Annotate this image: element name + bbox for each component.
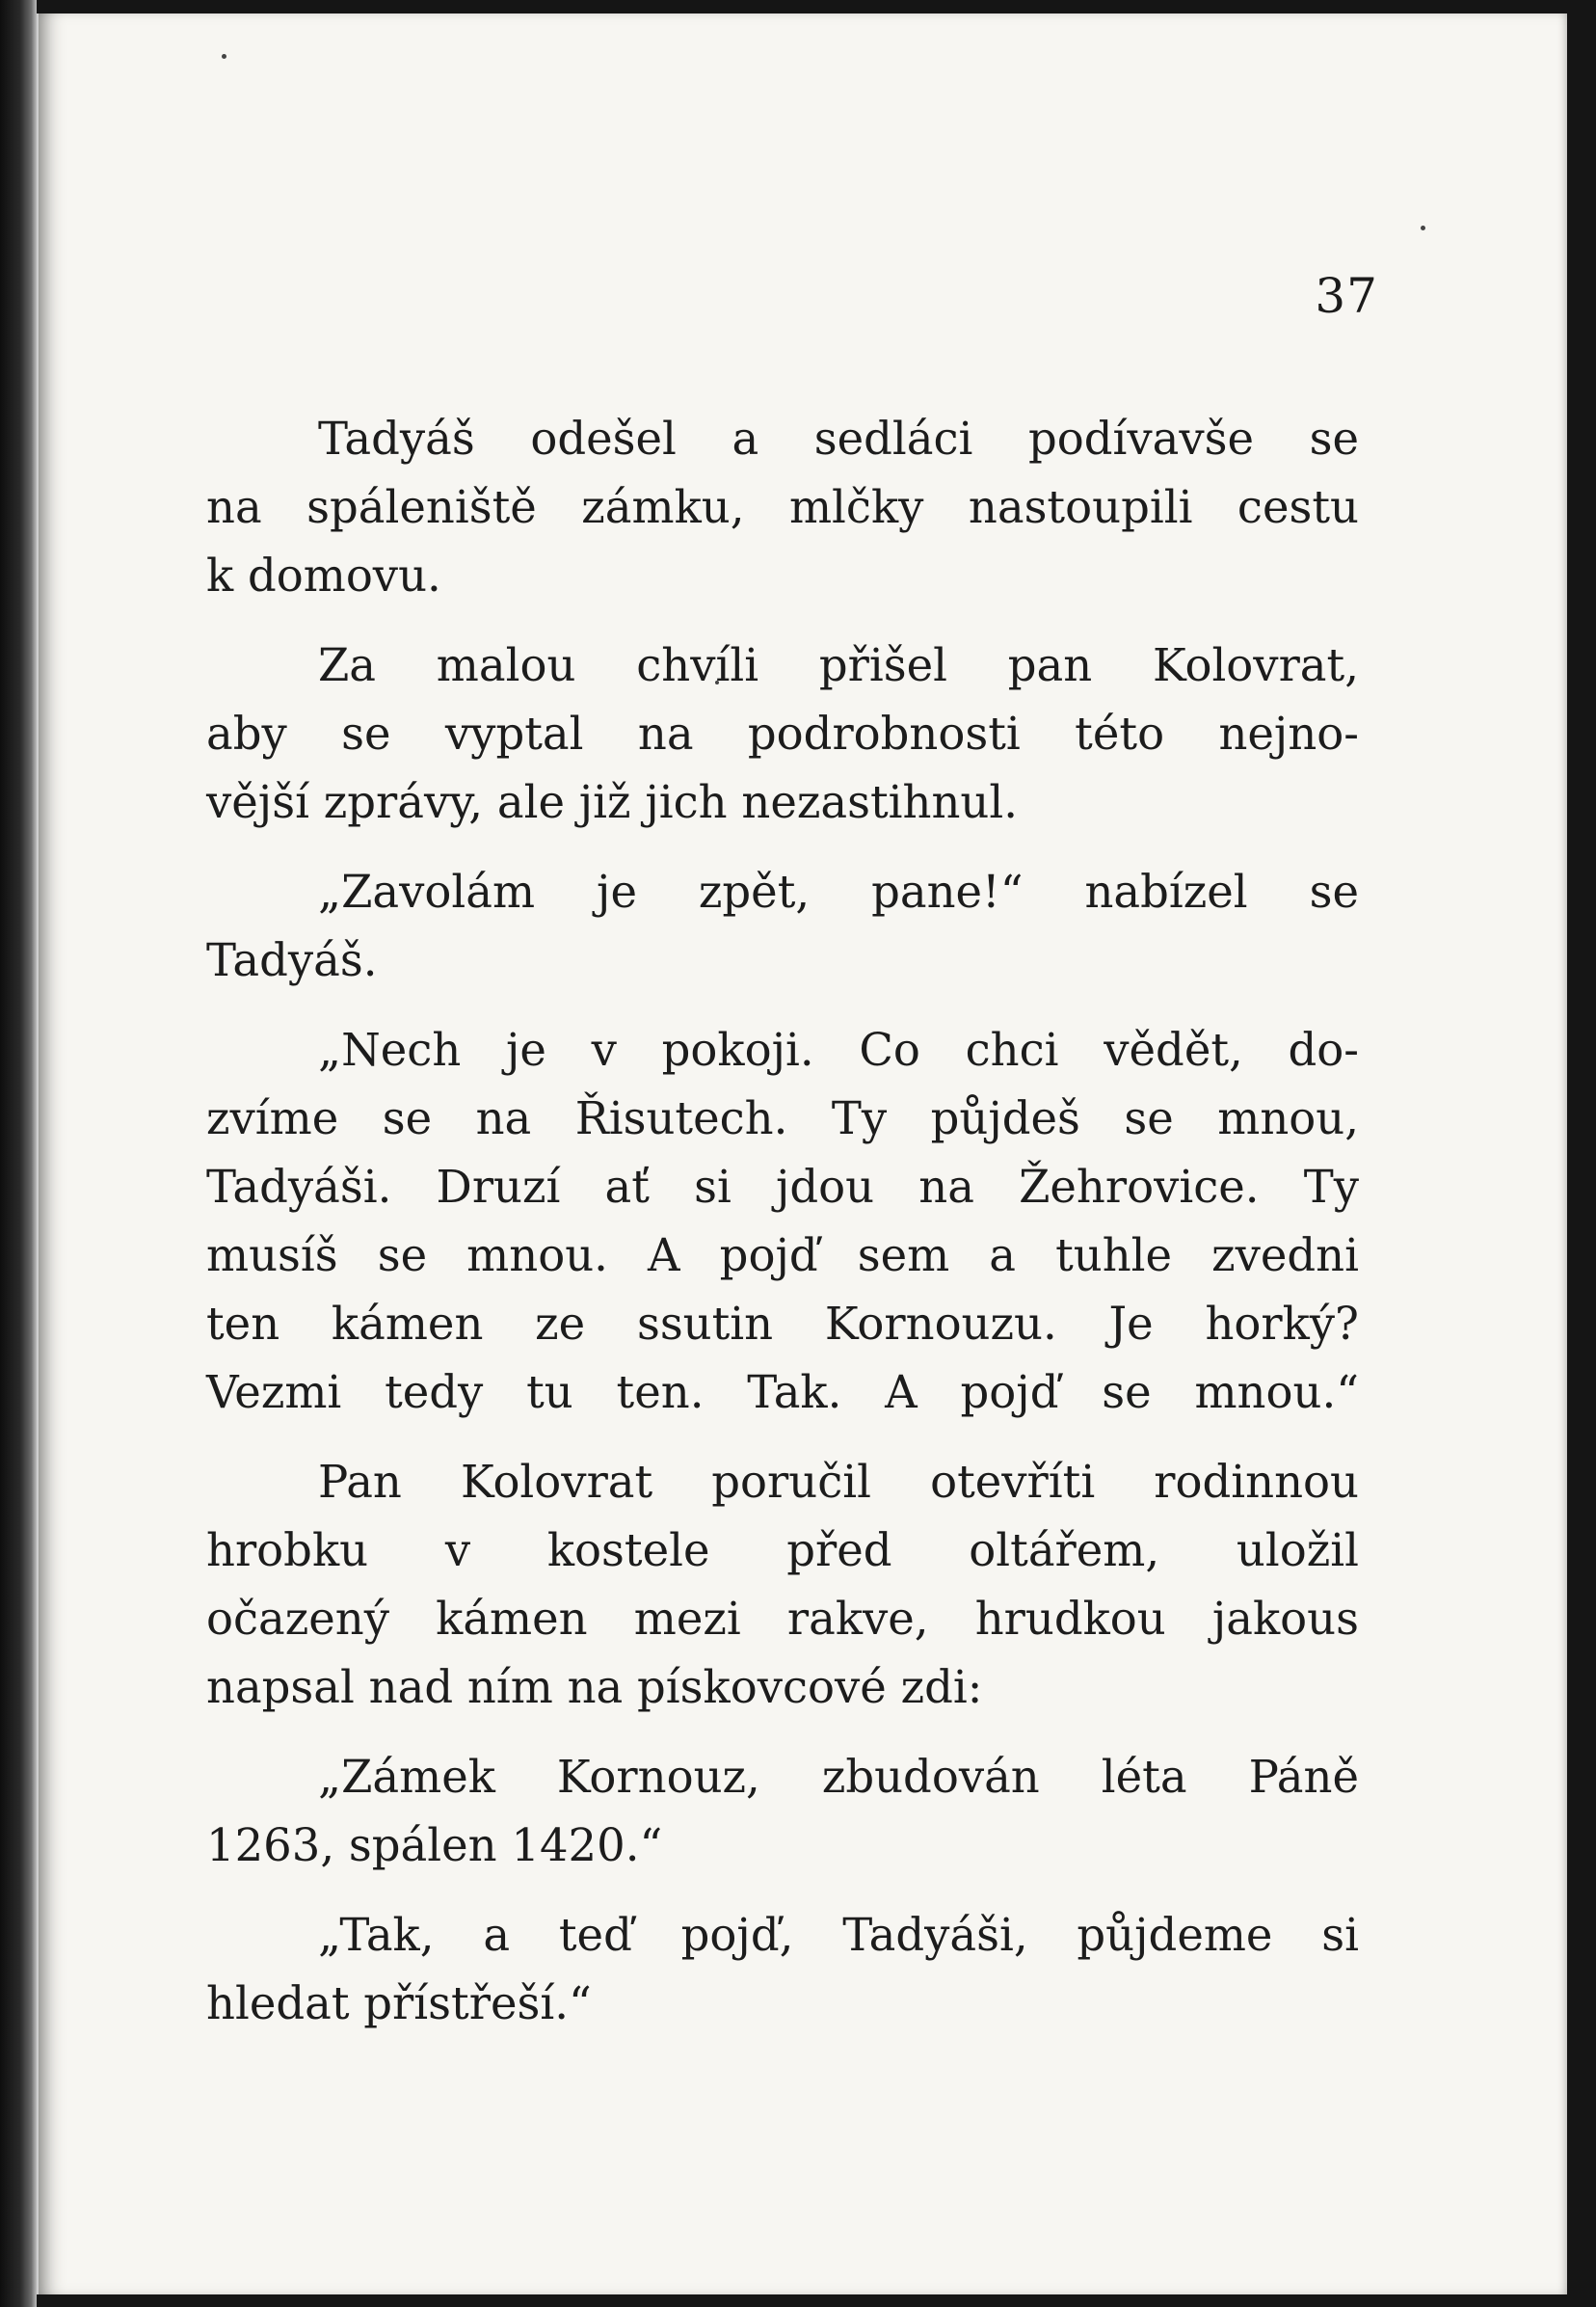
text-line: očazený kámen mezi rakve, hrudkou jakous: [206, 1593, 1359, 1645]
paragraph-4: [206, 1016, 1359, 1427]
text-line: na spáleniště zámku, mlčky nastoupili cestu: [206, 481, 1359, 533]
text-line: Tadyáš.: [206, 934, 378, 986]
paragraph-5: [206, 1448, 1359, 1722]
text-line: musíš se mnou. A pojď sem a tuhle zvedni: [206, 1229, 1359, 1281]
text-line: „Tak, a teď pojď, Tadyáši, půjdeme si: [318, 1909, 1359, 1961]
text-line: hrobku v kostele před oltářem, uložil: [206, 1524, 1359, 1576]
paragraph-6: [206, 1743, 1359, 1880]
text-line: „Nech je v pokoji. Co chci vědět, do-: [318, 1024, 1359, 1076]
dust-speck: [1421, 226, 1425, 230]
paragraph-7: [206, 1901, 1359, 2038]
text-line: vější zprávy, ale již jich nezastihnul.: [206, 776, 1018, 828]
paragraph-1: [206, 405, 1359, 610]
text-line: 1263, spálen 1420.“: [206, 1819, 663, 1871]
text-line: Pan Kolovrat poručil otevříti rodinnou: [318, 1456, 1359, 1508]
text-line: k domovu.: [206, 550, 441, 602]
text-line: Za malou chvíli přišel pan Kolovrat,: [318, 639, 1359, 691]
text-line: Tadyáš odešel a sedláci podívavše se: [318, 413, 1359, 465]
text-line: ten kámen ze ssutin Kornouzu. Je horký?: [206, 1298, 1359, 1350]
text-line: hledat přístřeší.“: [206, 1977, 592, 2029]
text-line: zvíme se na Řisutech. Ty půjdeš se mnou,: [206, 1092, 1359, 1144]
text-line: „Zavolám je zpět, pane!“ nabízel se: [318, 866, 1359, 918]
dust-speck: [222, 54, 226, 59]
text-line: „Zámek Kornouz, zbudován léta Páně: [318, 1751, 1359, 1803]
text-line: aby se vyptal na podrobnosti této nejno-: [206, 708, 1359, 760]
book-spine-shadow: [0, 0, 37, 2307]
text-line: Vezmi tedy tu ten. Tak. A pojď se mnou.“: [206, 1366, 1359, 1418]
body-text: [206, 405, 1359, 2059]
text-line: Tadyáši. Druzí ať si jdou na Žehrovice. Ty: [206, 1161, 1359, 1213]
paragraph-2: [206, 631, 1359, 837]
paragraph-3: [206, 858, 1359, 995]
page-number: 37: [1315, 268, 1378, 324]
text-line: napsal nad ním na pískovcové zdi:: [206, 1661, 983, 1713]
